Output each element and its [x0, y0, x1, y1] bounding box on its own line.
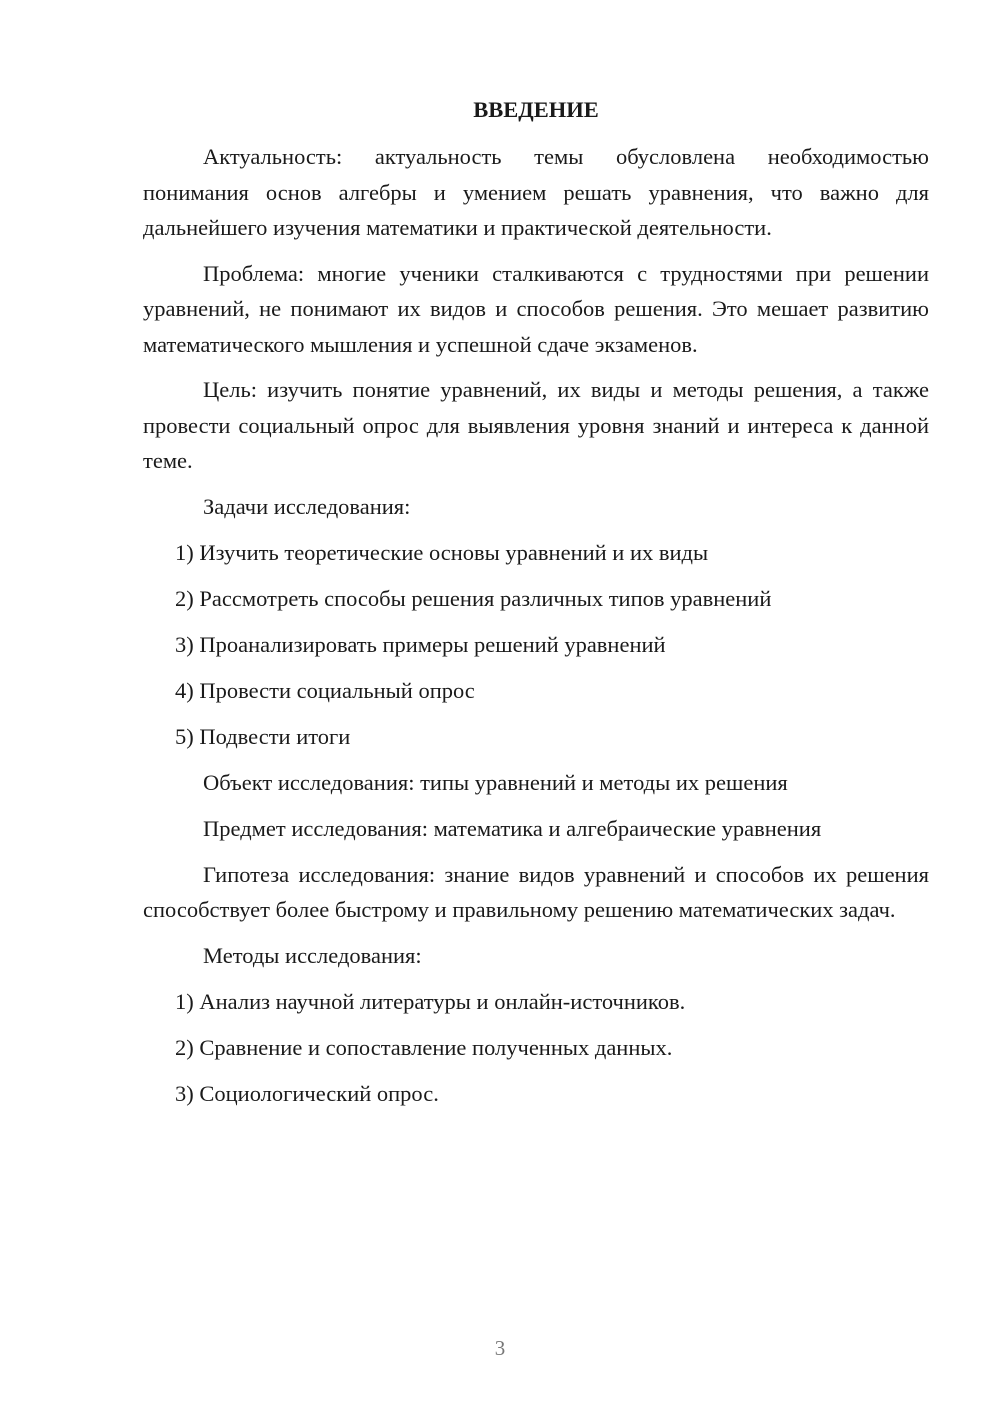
document-page	[143, 92, 929, 1122]
hypothesis-paragraph: Гипотеза исследования: знание видов уравнений и способов их решения способствует более быстрому и правильному решению математических задач.	[143, 861, 929, 922]
task-item: 2) Рассмотреть способы решения различных типов уравнений	[175, 585, 772, 611]
tasks-list	[143, 535, 929, 755]
object-line: Объект исследования: типы уравнений и методы их решения	[203, 769, 788, 795]
goal-paragraph: Цель: изучить понятие уравнений, их виды и методы решения, а также провести социальный опрос для выявления уровня знаний и интереса к данной теме.	[143, 377, 929, 473]
tasks-heading: Задачи исследования:	[203, 493, 411, 519]
subject-line: Предмет исследования: математика и алгебраические уравнения	[203, 815, 822, 841]
methods-list	[143, 984, 929, 1112]
method-item: 3) Социологический опрос.	[175, 1080, 439, 1106]
problem-paragraph: Проблема: многие ученики сталкиваются с трудностями при решении уравнений, не понимают их видов и способов решения. Это мешает развитию математического мышления и успешной сдаче экзаменов.	[143, 260, 929, 357]
task-item: 1) Изучить теоретические основы уравнений и их виды	[175, 539, 709, 565]
page-number: 3	[494, 1336, 506, 1360]
relevance-paragraph: Актуальность: актуальность темы обусловлена необходимостью понимания основ алгебры и умением решать уравнения, что важно для дальнейшего изучения математики и практической деятельности.	[143, 144, 929, 240]
method-item: 2) Сравнение и сопоставление полученных данных.	[175, 1034, 673, 1060]
task-item: 4) Провести социальный опрос	[175, 677, 475, 703]
task-item: 3) Проанализировать примеры решений уравнений	[175, 631, 666, 657]
methods-heading: Методы исследования:	[203, 942, 422, 968]
section-title: ВВЕДЕНИЕ	[473, 97, 599, 122]
task-item: 5) Подвести итоги	[175, 723, 351, 749]
method-item: 1) Анализ научной литературы и онлайн-источников.	[175, 988, 686, 1014]
